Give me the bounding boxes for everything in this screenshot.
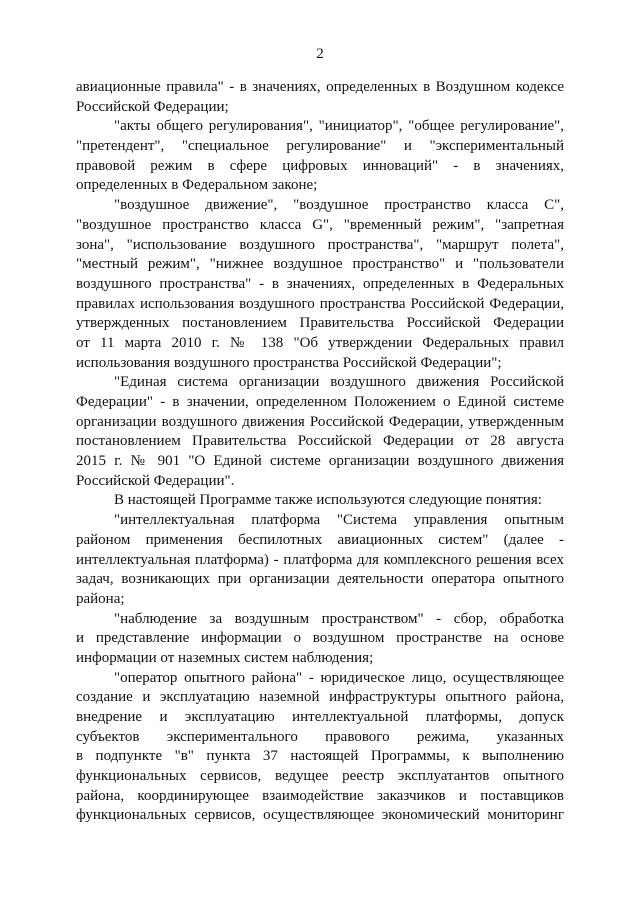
text-line: утвержденных постановлением Правительства Российской Федерации xyxy=(76,315,564,332)
paragraph xyxy=(76,373,564,491)
text-line: "Единая система организации воздушного движения Российской xyxy=(114,374,564,391)
text-line: правовой режим в сфере цифровых инноваций" - в значениях, xyxy=(76,157,564,174)
text-line: правилах использования воздушного пространства Российской Федерации, xyxy=(76,295,564,312)
page-number: 2 xyxy=(316,46,324,62)
text-line: организации воздушного движения Российской Федерации, утвержденным xyxy=(76,413,564,430)
text-line: использования воздушного пространства Российской Федерации"; xyxy=(76,354,502,371)
text-line: функциональных сервисов, ведущее реестр эксплуатантов опытного xyxy=(76,768,564,785)
text-line: Российской Федерации; xyxy=(76,98,229,115)
paragraph xyxy=(76,511,564,609)
text-line: от 11 марта 2010 г. № 138 "Об утверждении Федеральных правил xyxy=(76,334,564,351)
text-line: "претендент", "специальное регулирование" и "экспериментальный xyxy=(76,138,564,155)
text-line: создание и эксплуатацию наземной инфраструктуры опытного района, xyxy=(76,689,564,706)
paragraph xyxy=(76,491,564,511)
text-line: района; xyxy=(76,590,125,607)
paragraph xyxy=(76,196,564,373)
text-line: определенных в Федеральном законе; xyxy=(76,177,318,194)
text-line: "воздушное пространство класса G", "временный режим", "запретная xyxy=(76,216,564,233)
text-line: задач, возникающих при организации деятельности оператора опытного xyxy=(76,571,564,588)
text-line: постановлением Правительства Российской Федерации от 28 августа xyxy=(76,433,564,450)
text-line: функциональных сервисов, осуществляющее экономический мониторинг xyxy=(76,807,564,824)
text-line: воздушного пространства" - в значениях, определенных в Федеральных xyxy=(76,275,564,292)
document-body xyxy=(76,78,564,826)
text-line: районом применения беспилотных авиационных систем" (далее - xyxy=(76,531,564,548)
text-line: субъектов экспериментального правового режима, указанных xyxy=(76,728,564,745)
text-line: зона", "использование воздушного пространства", "маршрут полета", xyxy=(76,236,564,253)
text-line: В настоящей Программе также используются следующие понятия: xyxy=(114,492,542,509)
text-line: интеллектуальная платформа) - платформа для комплексного решения всех xyxy=(76,551,564,568)
text-line: внедрение и эксплуатацию интеллектуальной платформы, допуск xyxy=(76,709,564,725)
paragraph xyxy=(76,669,564,827)
text-line: 2015 г. № 901 "О Единой системе организации воздушного движения xyxy=(76,453,564,470)
paragraph xyxy=(76,610,564,669)
text-line: "интеллектуальная платформа "Система управления опытным xyxy=(114,512,564,529)
text-line: авиационные правила" - в значениях, определенных в Воздушном кодексе xyxy=(76,79,564,95)
paragraph xyxy=(76,117,564,196)
text-line: "местный режим", "нижнее воздушное пространство" и "пользователи xyxy=(76,256,564,273)
paragraph xyxy=(76,78,564,117)
text-line: Федерации" - в значении, определенном Положением о Единой системе xyxy=(76,394,564,410)
text-line: в подпункте "в" пункта 37 настоящей Программы, к выполнению xyxy=(76,748,564,765)
text-line: "акты общего регулирования", "инициатор", "общее регулирование", xyxy=(114,118,564,135)
text-line: Российской Федерации". xyxy=(76,472,235,489)
text-line: района, координирующее взаимодействие заказчиков и поставщиков xyxy=(76,787,564,804)
text-line: и представление информации о воздушном пространстве на основе xyxy=(76,630,564,647)
text-line: "наблюдение за воздушным пространством" - сбор, обработка xyxy=(114,610,564,627)
text-line: "воздушное движение", "воздушное пространство класса C", xyxy=(114,197,564,214)
text-line: "оператор опытного района" - юридическое лицо, осуществляющее xyxy=(114,669,564,686)
text-line: информации от наземных систем наблюдения; xyxy=(76,649,374,666)
